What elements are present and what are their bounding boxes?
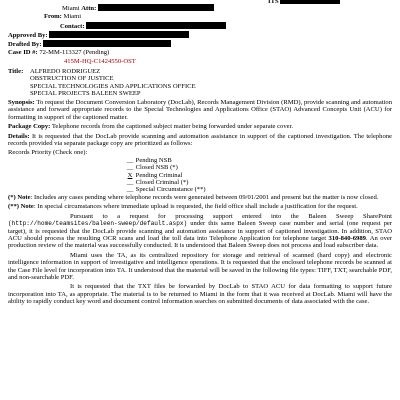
to-line: Miami Attn:: [62, 4, 214, 12]
title-project: SPECIAL PROJECTS BALEEN SWEEP: [30, 90, 141, 98]
redaction-block: [49, 31, 189, 38]
target-phone-number: 310-840-6989: [328, 234, 366, 242]
case-id-line: Case ID #: 72-MM-113327 (Pending): [8, 49, 110, 56]
document-body: [8, 99, 392, 308]
formatting-paragraph: It is requested that the TXT files be forwarded by DocLab to STAO ACU for data formatting to support future incorporation into TA, as appropriate. The material is to be returned to Miami in the form that it was received at DocLab. Miami will have the ability to rapidly conduct key word and document control information searches on submitted documents of data associated with the case.: [8, 283, 392, 306]
processing-paragraph: Pursuant to a request for processing support entered into the Baleen Sweep SharePoint (http://home/teamsites/baleen-sweep/default.aspx) under this same Baleen Sweep case number and serial (one request per target), it is requested that the DocLab provide scanning and automation assistance in support of captioned investigation. In addition, STAO ACU should process the resulting OCR scans and load the toll data into Telephone Application for telephone target 310-840-6989. An over production review of the material was successfully conducted. It is understood that Baleen Sweep does not process and load subscriber data.: [8, 212, 392, 250]
title-block: [30, 68, 196, 98]
priority-option-special-circumstance[interactable]: __ Special Circumstance (**): [126, 186, 206, 194]
note-2: (**) Note: In special circumstances where immediate upload is requested, the field office shall include a justification for the request.: [8, 203, 358, 211]
repository-paragraph: Miami uses the TA, as its centralized repository for storage and retrieval of scanned (hard copy) and electronic intelligence information in support of investigative and intelligence operations. It is requested that the enclosed telephone records be scanned at the Case File level for incorporation into TA. It understood that the material will be saved in the following file types: TIFF, TXT, searchable PDF, and non-searchable PDF.: [8, 251, 392, 281]
priority-option-pending-criminal[interactable]: X Pending Criminal: [127, 171, 183, 179]
records-priority-options: [126, 157, 392, 194]
title-subject: ALFREDO RODRIGUEZ: [30, 68, 101, 75]
top-classification: ITS: [268, 0, 340, 5]
contact-line: Contact:: [60, 22, 226, 30]
title-offense: OBSTRUCTION OF JUSTICE: [30, 75, 114, 83]
title-office: SPECIAL TECHNOLOGIES AND APPLICATIONS OFFICE: [30, 82, 196, 90]
priority-option-pending-nsb[interactable]: __ Pending NSB: [126, 156, 172, 164]
redaction-block: [86, 22, 226, 29]
details-paragraph: Details: It is requested that the DocLab provide scanning and automation assistance in support of the captioned investigation. The telephone records provided via separate package copy are prioritized as follows:: [8, 132, 392, 148]
redaction-block: [98, 4, 214, 11]
sharepoint-link[interactable]: (http://home/teamsites/baleen-sweep/default.aspx): [8, 220, 188, 228]
title-line: Title:: [8, 68, 24, 75]
priority-option-closed-nsb[interactable]: __ Closed NSB (*): [126, 164, 178, 172]
approved-line: Approved By:: [8, 31, 189, 39]
drafted-line: Drafted By:: [8, 40, 171, 48]
records-priority-label: Records Priority (Check one):: [8, 149, 88, 157]
note-1: (*) Note: Includes any cases pending where telephone records were generated between 09/01/2001 and present but the matter is now closed.: [8, 193, 379, 201]
from-line: From: Miami: [44, 13, 82, 20]
synopsis-paragraph: Synopsis: To request the Document Conversion Laboratory (DocLab), Records Management Division (RMD), provide scanning and automation assistance and forward appropriate records to the Special Technologies and Applications Office (STAO) Advanced Concepts Unit (ACU) for formatting in support of the captioned matter.: [8, 99, 392, 121]
package-copy-paragraph: Package Copy: Telephone records from the captioned subject matter being forwarded under separate cover.: [8, 123, 294, 131]
redaction-block: [280, 0, 340, 4]
case-id-secondary: 415M-HQ-C1424550-OST: [64, 58, 136, 65]
priority-option-closed-criminal[interactable]: __ Closed Criminal (*): [126, 179, 189, 187]
redaction-block: [43, 40, 171, 47]
